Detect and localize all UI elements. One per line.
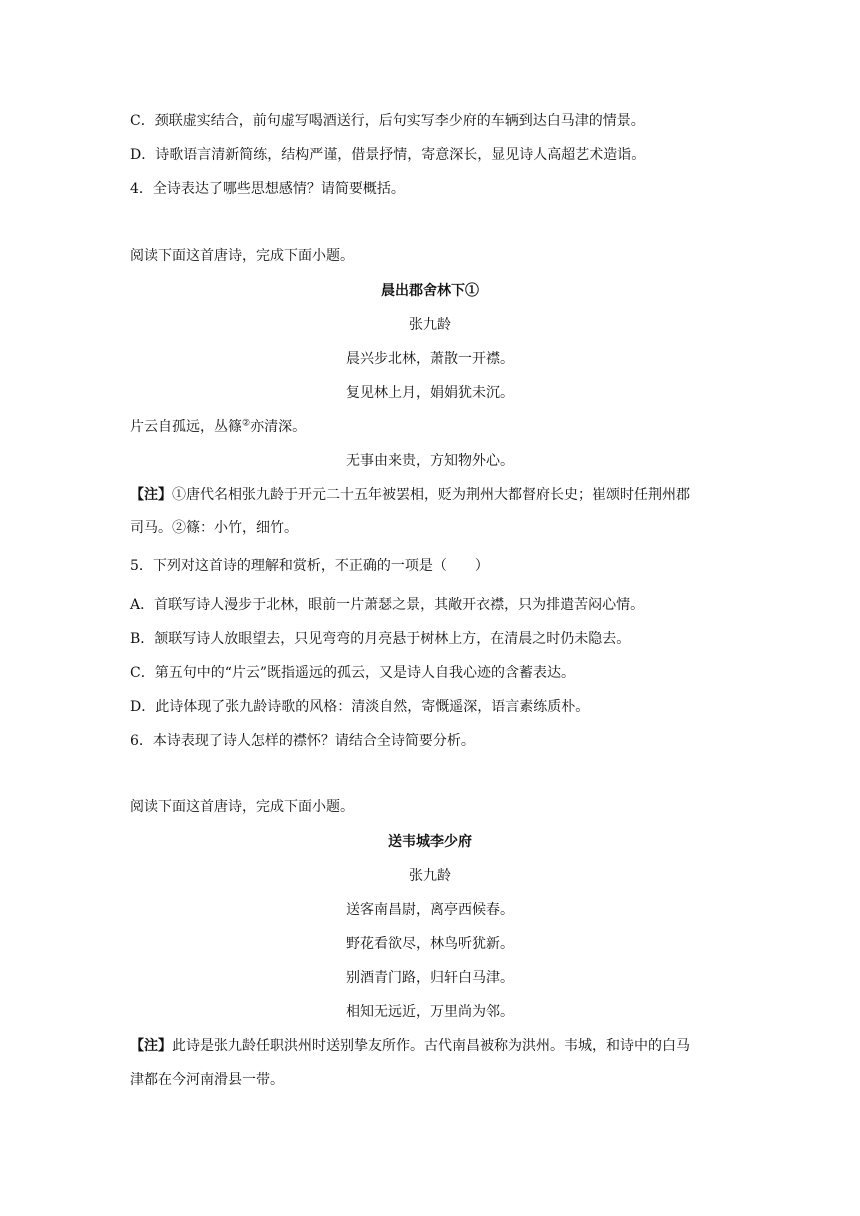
poem-line-3: [130, 417, 306, 437]
option-a: A．首联写诗人漫步于北林，眼前一片萧瑟之景，其敞开衣襟，只为排遣苦闷心情。: [130, 597, 645, 613]
option-b: B．颔联写诗人放眼望去，只见弯弯的月亮悬于树林上方，在清晨之时仍未隐去。: [130, 631, 631, 647]
option-c: C．颈联虚实结合，前句虚写喝酒送行，后句实写李少府的车辆到达白马津的情景。: [130, 113, 645, 129]
poem-note: [130, 1036, 690, 1056]
question-4: 4．全诗表达了哪些思想感情？请简要概括。: [130, 181, 405, 197]
poem-line-4: 无事由来贵，方知物外心。: [346, 453, 514, 469]
note-text-2: 司马。②篠：小竹，细竹。: [130, 520, 298, 536]
poem-line-1: 送客南昌尉，离亭西候春。: [346, 902, 514, 918]
footnote-marker: ②: [242, 418, 251, 429]
poem-author: 张九龄: [409, 868, 451, 884]
question-6: 6．本诗表现了诗人怎样的襟怀？请结合全诗简要分析。: [130, 733, 475, 749]
option-c: C．第五句中的“片云”既指遥远的孤云，又是诗人自我心迹的含蓄表达。: [130, 665, 576, 681]
option-d: D．诗歌语言清新简练，结构严谨，借景抒情，寄意深长，显见诗人高超艺术造诣。: [130, 147, 646, 163]
poem-line-4: 相知无远近，万里尚为邻。: [346, 1004, 514, 1020]
note-tag: 【注】: [130, 1038, 172, 1054]
poem-line-1: 晨兴步北林，萧散一开襟。: [346, 351, 514, 367]
question-5: 5．下列对这首诗的理解和赏析，不正确的一项是（ ）: [130, 558, 489, 574]
reading-intro: 阅读下面这首唐诗，完成下面小题。: [130, 799, 354, 815]
poem-line-2: 复见林上月，娟娟犹未沉。: [346, 385, 514, 401]
poem-title: 晨出郡舍林下①: [381, 283, 479, 299]
poem-line-2: 野花看欲尽，林鸟听犹新。: [346, 936, 514, 952]
note-text-2: 津都在今河南滑县一带。: [130, 1072, 284, 1088]
reading-intro: 阅读下面这首唐诗，完成下面小题。: [130, 248, 354, 264]
note-text-1: 此诗是张九龄任职洪州时送别挚友所作。古代南昌被称为洪州。韦城，和诗中的白马: [172, 1038, 690, 1054]
option-d: D．此诗体现了张九龄诗歌的风格：清淡自然，寄慨遥深，语言素练质朴。: [130, 699, 590, 715]
poem-note: [130, 485, 690, 505]
poem-title: 送韦城李少府: [388, 834, 472, 850]
poem-author: 张九龄: [409, 317, 451, 333]
note-text-1: ①唐代名相张九龄于开元二十五年被罢相，贬为荆州大都督府长史；崔颂时任荆州郡: [172, 487, 690, 503]
poem-line-3-part-b: 亦清深。: [250, 419, 307, 435]
note-tag: 【注】: [130, 487, 172, 503]
poem-line-3-part-a: 片云自孤远，丛篠: [130, 419, 242, 435]
poem-line-3: 别酒青门路，归轩白马津。: [346, 970, 514, 986]
